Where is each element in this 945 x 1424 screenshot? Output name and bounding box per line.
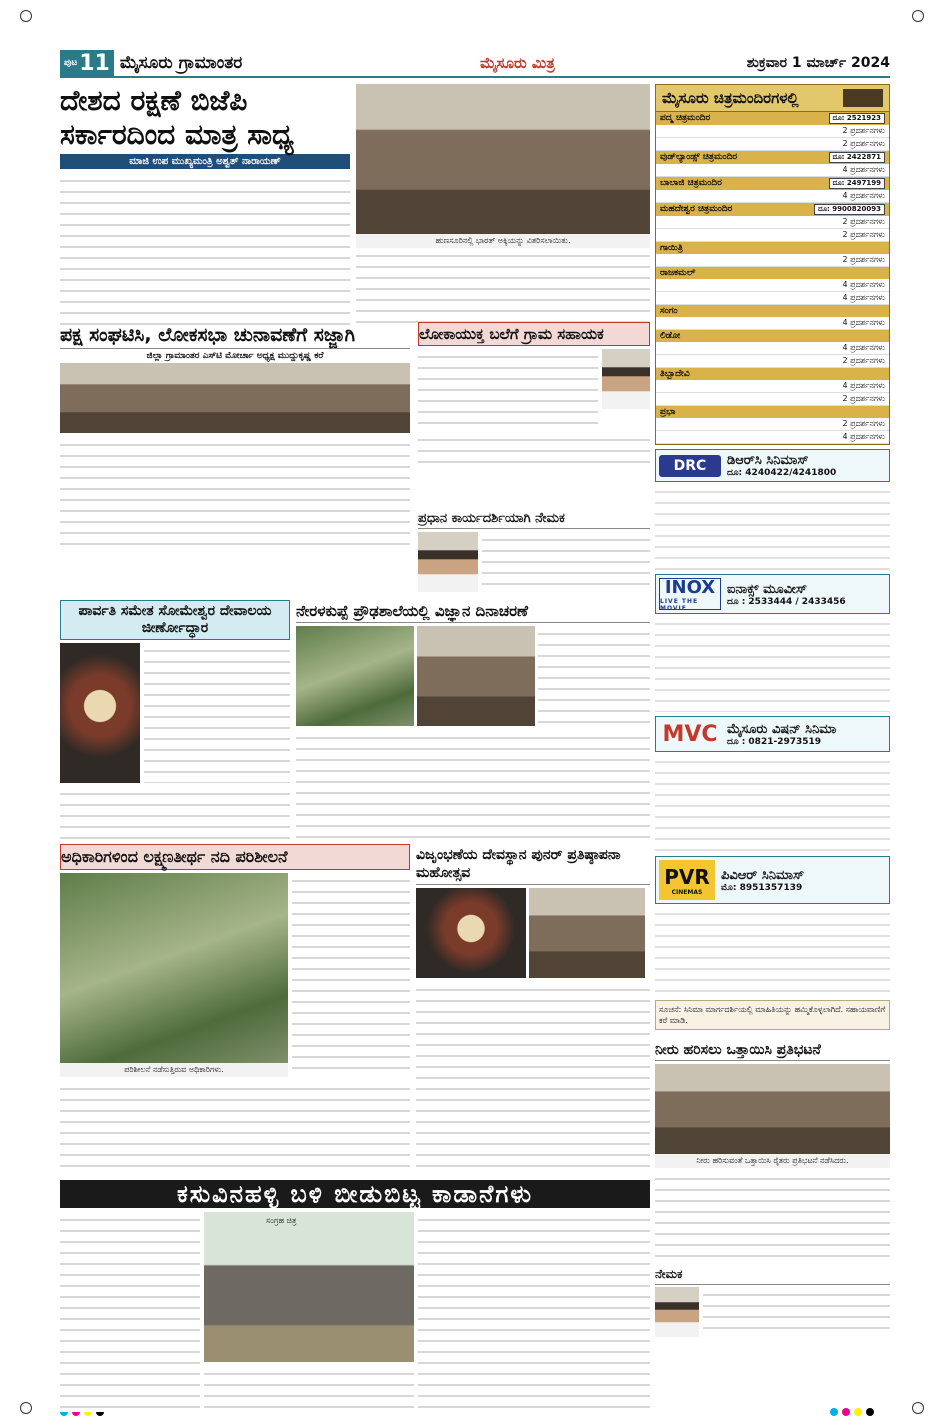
story4-body — [482, 532, 650, 592]
issue-date: ಶುಕ್ರವಾರ 1 ಮಾರ್ಚ್ 2024 — [746, 55, 890, 71]
page-header — [60, 50, 890, 78]
page-label: ಪುಟ — [64, 58, 78, 68]
lead-photo-caption: ಹುಣಸೂರಿನಲ್ಲಿ ಭಾರತ್ ಅಕ್ಕಿಯನ್ನು ವಿತರಿಸಲಾಯಿತು. — [356, 234, 650, 248]
drc-screens — [655, 482, 890, 570]
cinema-title-text: ಮೈಸೂರು ಚಿತ್ರಮಂದಿರಗಳಲ್ಲಿ — [662, 89, 799, 107]
story9-photo-caption: ಸಂಗ್ರಹ ಚಿತ್ರ — [266, 1216, 297, 1225]
cinema-hall-list: ಪದ್ಮ ಚಿತ್ರಮಂದಿರ ದೂ: 2521923 2 ಪ್ರದರ್ಶನಗಳು 2 ಪ್ರದರ್ಶನಗಳು ವುಡ್‌ಲ್ಯಾಂಡ್ಸ್ ಚಿತ್ರಮಂದಿರ ದೂ: 2422871 4 ಪ್ರದರ್ಶನಗಳು ಬಾಲಾಜಿ ಚಿತ್ರಮಂದಿರ ದೂ: 2497199 4 ಪ್ರದರ್ಶನಗಳು ಮಹದೇಶ್ವರ ಚಿತ್ರಮಂದಿರ ದೂ: 9900820093 2 ಪ್ರದರ್ಶನಗಳು 2 ಪ್ರದರ್ಶನಗಳು ಗಾಯಿತ್ರಿ 2 ಪ್ರದರ್ಶನಗಳು ರಾಜಕಮಲ್ 4 ಪ್ರದರ್ಶನಗಳು 4 ಪ್ರದರ್ಶನಗಳು ಸಂಗಂ 4 ಪ್ರದರ್ಶನಗಳು ಲಿಡೋ 4 ಪ್ರದರ್ಶನಗಳು 2 ಪ್ರದರ್ಶನಗಳು ತಿಬ್ಬಾದೇವಿ 4 ಪ್ರದರ್ಶನಗಳು 2 ಪ್ರದರ್ಶನಗಳು ಪ್ರಭಾ 2 ಪ್ರದರ್ಶನಗಳು 4 ಪ್ರದರ್ಶನಗಳು — [655, 112, 890, 445]
pvr-phone: ಮೊ: 8951357139 — [721, 882, 803, 893]
registration-mark — [20, 1402, 32, 1414]
story7-body — [292, 873, 410, 1073]
story8-body — [416, 982, 650, 1172]
story5-body — [144, 643, 290, 783]
mvc-screens — [655, 752, 890, 852]
story7-caption: ಪರಿಶೀಲನೆ ನಡೆಸುತ್ತಿರುವ ಅಧಿಕಾರಿಗಳು. — [60, 1063, 288, 1077]
story7-body-2 — [60, 1081, 410, 1171]
story3-headline: ಲೋಕಾಯುಕ್ತ ಬಲೆಗೆ ಗ್ರಾಮ ಸಹಾಯಕ — [418, 322, 650, 346]
page-number-tag — [60, 50, 114, 76]
cinema-guide — [655, 84, 890, 1030]
cinema-hall: ಬಾಲಾಜಿ ಚಿತ್ರಮಂದಿರ ದೂ: 2497199 — [656, 177, 889, 190]
story2-headline: ಪಕ್ಷ ಸಂಘಟಿಸಿ, ಲೋಕಸಭಾ ಚುನಾವಣೆಗೆ ಸಜ್ಜಾಗಿ — [60, 322, 410, 349]
story6-body — [538, 626, 650, 726]
story9-body-2 — [204, 1366, 414, 1412]
story6-photo-2 — [417, 626, 535, 726]
cinema-hall: ತಿಬ್ಬಾದೇವಿ — [656, 368, 889, 380]
story10-photo — [655, 1064, 890, 1154]
drc-logo: DRC — [659, 455, 721, 477]
story11-body — [703, 1287, 890, 1337]
registration-mark — [912, 10, 924, 22]
cinema-title — [655, 84, 890, 112]
story11-headline: ನೇಮಕ — [655, 1265, 890, 1285]
story-party-organize — [60, 322, 410, 547]
brand-mvc — [655, 716, 890, 752]
cinema-hall: ಪ್ರಭಾ — [656, 406, 889, 418]
story5-headline: ಪಾರ್ವತಿ ಸಮೇತ ಸೋಮೇಶ್ವರ ದೇವಾಲಯ ಜೀರ್ಣೋದ್ಧಾರ — [60, 600, 290, 640]
mvc-name: ಮೈಸೂರು ವಿಷನ್ ಸಿನಿಮಾ — [727, 721, 837, 737]
story2-body — [60, 437, 410, 547]
story8-photo-2 — [529, 888, 645, 978]
cinema-hall: ಮಹದೇಶ್ವರ ಚಿತ್ರಮಂದಿರ ದೂ: 9900820093 — [656, 203, 889, 216]
mvc-logo: MVC — [662, 721, 718, 747]
story3-body-2 — [418, 432, 650, 468]
pvr-screens — [655, 904, 890, 1000]
brand-pvr — [655, 856, 890, 904]
brand-drc — [655, 449, 890, 482]
registration-mark — [20, 10, 32, 22]
pvr-name: ಪಿವಿಆರ್ ಸಿನಿಮಾಸ್ — [721, 867, 805, 883]
lead-kicker: ಮಾಜಿ ಉಪ ಮುಖ್ಯಮಂತ್ರಿ ಅಶ್ವತ್ ನಾರಾಯಣ್ — [60, 154, 350, 169]
story-temple-renovation — [60, 600, 290, 856]
drc-phone: ದೂ: 4240422/4241800 — [727, 468, 837, 478]
color-bar — [830, 1408, 874, 1416]
story2-photo — [60, 363, 410, 433]
story8-headline: ವಿಜೃಂಭಣೆಯ ದೇವಸ್ಥಾನ ಪುನರ್ ಪ್ರತಿಷ್ಠಾಪನಾ ಮಹೋತ್ಸವ — [416, 844, 650, 885]
inox-logo: INOX LIVE THE MOVIE — [659, 578, 721, 610]
cinema-hall: ಲಿಡೋ — [656, 330, 889, 342]
story7-photo — [60, 873, 288, 1063]
story3-portrait — [602, 349, 650, 409]
story-appointment — [418, 509, 650, 592]
story-science-day — [296, 600, 650, 846]
brand-inox — [655, 574, 890, 614]
cinema-hall: ಸಂಗಂ — [656, 305, 889, 317]
story9-headline: ಕಸುವಿನಹಳ್ಳಿ ಬಳಿ ಬೀಡುಬಿಟ್ಟ ಕಾಡಾನೆಗಳು — [60, 1180, 650, 1208]
cinema-hall: ಪದ್ಮ ಚಿತ್ರಮಂದಿರ ದೂ: 2521923 — [656, 112, 889, 125]
story11-portrait — [655, 1287, 699, 1337]
inox-screens — [655, 614, 890, 712]
story9-body-3 — [418, 1212, 650, 1412]
story2-kicker: ಜಿಲ್ಲಾ ಗ್ರಾಮಾಂತರ ಎಸ್‌ಟಿ ಮೋರ್ಚಾ ಅಧ್ಯಕ್ಷ ಮುದ್ದುಕೃಷ್ಣ ಕರೆ — [146, 351, 324, 361]
story7-headline: ಅಧಿಕಾರಿಗಳಿಂದ ಲಕ್ಷ್ಮಣತೀರ್ಥ ನದಿ ಪರಿಶೀಲನೆ — [60, 844, 410, 870]
story4-headline: ಪ್ರಧಾನ ಕಾರ್ಯದರ್ಶಿಯಾಗಿ ನೇಮಕ — [418, 509, 650, 529]
story9-photo — [204, 1212, 414, 1362]
registration-mark — [912, 1402, 924, 1414]
section-name: ಮೈಸೂರು ಗ್ರಾಮಾಂತರ — [119, 53, 243, 73]
lead-body-text-2 — [356, 248, 650, 330]
story-river-inspection — [60, 844, 410, 1171]
story3-body — [418, 349, 598, 429]
story6-photo-1 — [296, 626, 414, 726]
story10-body — [655, 1171, 890, 1261]
lead-story — [60, 84, 350, 325]
pvr-logo: PVR CINEMAS — [659, 860, 715, 900]
story-lokayukta — [418, 322, 650, 468]
story-wild-elephants — [60, 1180, 650, 1412]
lead-photo — [356, 84, 650, 234]
masthead: ಮೈಸೂರು ಮಿತ್ರ — [480, 54, 555, 72]
story8-photo-1 — [416, 888, 526, 978]
story6-body-2 — [296, 730, 650, 846]
story6-headline: ನೇರಳಕುಪ್ಪೆ ಪ್ರೌಢಶಾಲೆಯಲ್ಲಿ ವಿಜ್ಞಾನ ದಿನಾಚರಣೆ — [296, 600, 650, 623]
cinema-hall: ವುಡ್‌ಲ್ಯಾಂಡ್ಸ್ ಚಿತ್ರಮಂದಿರ ದೂ: 2422871 — [656, 151, 889, 164]
mvc-phone: ದೂ : 0821-2973519 — [727, 736, 822, 747]
cinema-note: ಸೂಚನೆ: ಸಿನಿಮಾ ಮಾರ್ಗದರ್ಶಿಯಲ್ಲಿ ಮಾಹಿತಿಯನ್ನು ಹಮ್ಮಿಕೊಳ್ಳಲಾಗಿದೆ. ಸಹಾಯವಾಣಿಗೆ ಕರೆ ಮಾಡಿ. — [655, 1000, 890, 1030]
cinema-hall: ರಾಜಕಮಲ್ — [656, 267, 889, 279]
cinema-screen-icon — [843, 89, 883, 107]
cinema-hall: ಗಾಯಿತ್ರಿ — [656, 242, 889, 254]
drc-name: ಡಿಆರ್‌ಸಿ ಸಿನಿಮಾಸ್ — [727, 453, 809, 468]
story5-photo — [60, 643, 140, 783]
story9-body — [60, 1212, 200, 1412]
lead-body-text — [60, 173, 350, 325]
story-water-protest — [655, 1040, 890, 1337]
inox-name: ಐನಾಕ್ಸ್ ಮೂವೀಸ್ — [727, 581, 807, 597]
story-temple-festival — [416, 844, 650, 1172]
page-number: 11 — [79, 50, 110, 76]
inox-phone: ದೂ : 2533444 / 2433456 — [727, 596, 846, 607]
story10-headline: ನೀರು ಹರಿಸಲು ಒತ್ತಾಯಿಸಿ ಪ್ರತಿಭಟನೆ — [655, 1040, 890, 1061]
story4-portrait — [418, 532, 478, 592]
story10-caption: ನೀರು ಹರಿಸುವಂತೆ ಒತ್ತಾಯಿಸಿ ರೈತರು ಪ್ರತಿಭಟನೆ ನಡೆಸಿದರು. — [655, 1154, 890, 1168]
lead-headline: ದೇಶದ ರಕ್ಷಣೆ ಬಿಜೆಪಿ ಸರ್ಕಾರದಿಂದ ಮಾತ್ರ ಸಾಧ್ಯ — [60, 84, 294, 151]
